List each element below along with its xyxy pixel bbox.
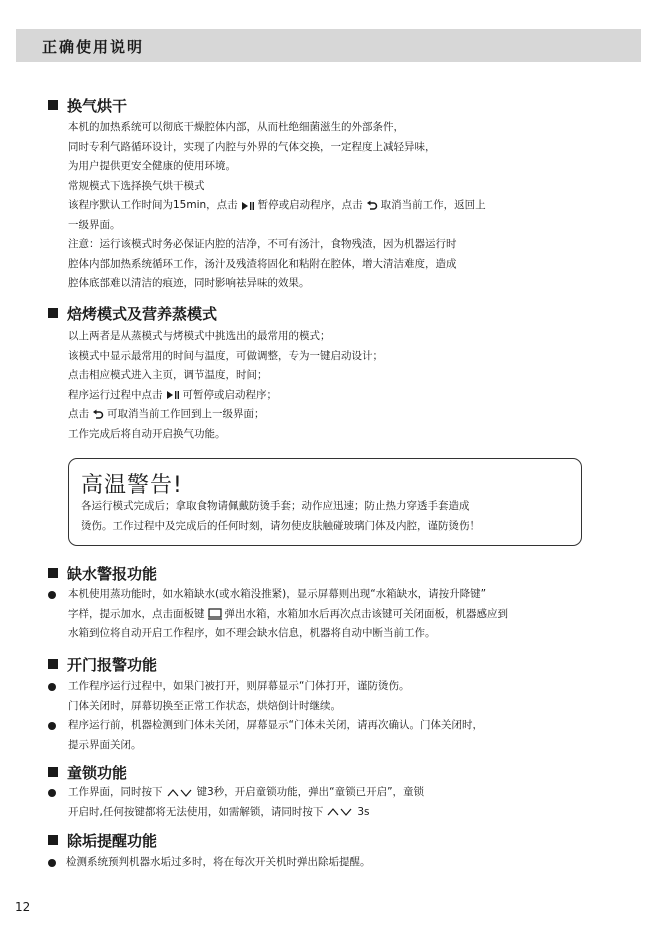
back-arrow-icon [92, 409, 104, 420]
square-bullet-icon [48, 100, 58, 110]
text-line: 腔体底部难以清洁的痕迹，同时影响祛异味的效果。 [68, 277, 310, 289]
section-heading-descale [48, 829, 157, 851]
text-line: 一级界面。 [68, 218, 121, 231]
text-line [68, 783, 628, 803]
play-pause-icon [166, 390, 180, 400]
text-line [68, 405, 628, 425]
high-temperature-warning-box [68, 458, 582, 546]
text-segment: 取消当前工作，返回上 [380, 199, 486, 211]
square-bullet-icon [48, 308, 58, 318]
text-line: 各运行模式完成后；拿取食物请佩戴防烫手套；动作应迅速；防止热力穿透手套造成 [81, 500, 470, 512]
text-line: 点击相应模式进入主页，调节温度，时间； [68, 369, 268, 381]
text-line: 程序运行前，机器检测到门体未关闭，屏幕显示“门体未关闭，请再次确认。门体关闭时， [68, 719, 483, 731]
text-segment: 字样，提示加水，点击面板键 [68, 607, 205, 620]
text-segment: 可取消当前工作回到上一级界面； [107, 408, 265, 420]
warning-title: 高温警告! [81, 473, 183, 498]
text-segment: 可暂停或启动程序； [182, 388, 277, 401]
text-segment: 程序运行过程中点击 [68, 388, 163, 401]
text-line: 以上两者是从蒸模式与烤模式中挑选出的最常用的模式； [68, 330, 331, 342]
section-heading-bake-steam [48, 302, 217, 324]
text-line: 检测系统预判机器水垢过多时，将在每次开关机时弹出除垢提醒。 [66, 856, 371, 868]
text-line [68, 605, 628, 625]
text-line: 本机使用蒸功能时，如水箱缺水(或水箱没推紧)，显示屏幕则出现“水箱缺水，请按升降键” [68, 588, 487, 600]
square-bullet-icon [48, 767, 58, 777]
text-segment: 开启时,任何按键都将无法使用，如需解锁，请同时按下 [68, 805, 324, 818]
round-bullet-icon [48, 859, 56, 867]
text-line: 腔体内部加热系统循环工作，汤汁及残渣将固化和粘附在腔体，增大清洁难度，造成 [68, 257, 457, 270]
text-segment: 键3秒，开启童锁功能，弹出“童锁已开启”，童锁 [196, 786, 425, 798]
square-bullet-icon [48, 659, 58, 669]
warning-text [81, 497, 480, 536]
text-line: 该模式中显示最常用的时间与温度，可做调整，专为一键启动设计； [68, 349, 383, 362]
section-heading-door-alarm [48, 653, 157, 675]
text-line: 工作完成后将自动开启换气功能。 [68, 427, 226, 440]
text-line: 注意：运行该模式时务必保证内腔的洁净，不可有汤汁，食物残渣，因为机器运行时 [68, 238, 457, 250]
round-bullet-icon [48, 722, 56, 730]
text-line: 为用户提供更安全健康的使用环境。 [68, 160, 236, 172]
text-segment: 暂停或启动程序，点击 [257, 199, 363, 211]
section-title: 焙烤模式及营养蒸模式 [67, 304, 218, 323]
section-title: 开门报警功能 [67, 655, 158, 674]
bake-steam-paragraph [68, 327, 628, 444]
section-heading-ventilation [48, 94, 127, 116]
square-bullet-icon [48, 835, 58, 845]
section-title: 缺水警报功能 [67, 564, 158, 583]
up-down-chevron-icon [166, 788, 194, 798]
round-bullet-icon [48, 683, 56, 691]
round-bullet-icon [48, 591, 56, 599]
square-bullet-icon [48, 568, 58, 578]
text-line: 常规模式下选择换气烘干模式 [68, 179, 205, 192]
text-line: 门体关闭时，屏幕切换至正常工作状态，烘焙倒计时继续。 [68, 699, 341, 712]
text-line: 提示界面关闭。 [68, 738, 142, 751]
header-bar [16, 29, 641, 62]
text-line: 本机的加热系统可以彻底干燥腔体内部，从而杜绝细菌滋生的外部条件， [68, 121, 404, 133]
text-line [68, 386, 628, 406]
section-title: 换气烘干 [67, 96, 128, 115]
text-segment: 工作界面，同时按下 [68, 786, 163, 798]
text-line: 同时专利气路循环设计，实现了内腔与外界的气体交换，一定程度上减轻异味， [68, 140, 436, 153]
back-arrow-icon [366, 200, 378, 211]
page-number: 12 [15, 900, 31, 914]
play-pause-icon [241, 201, 255, 211]
round-bullet-icon [48, 789, 56, 797]
section-title: 除垢提醒功能 [67, 831, 158, 850]
text-segment: 3s [357, 805, 370, 818]
ventilation-paragraph [68, 118, 628, 294]
page-title: 正确使用说明 [42, 38, 145, 56]
section-heading-child-lock [48, 761, 127, 783]
section-title: 童锁功能 [67, 763, 128, 782]
text-segment: 点击 [68, 408, 89, 420]
water-tank-key-icon [208, 608, 222, 620]
text-line [68, 196, 628, 216]
text-line [68, 803, 628, 823]
text-segment: 弹出水箱，水箱加水后再次点击该键可关闭面板，机器感应到 [224, 607, 508, 620]
up-down-chevron-icon [326, 807, 354, 817]
section-heading-water-alarm [48, 562, 157, 584]
text-line: 水箱到位将自动开启工作程序，如不理会缺水信息，机器将自动中断当前工作。 [68, 627, 436, 639]
text-line: 工作程序运行过程中，如果门被打开，则屏幕显示“门体打开，谨防烫伤。 [68, 680, 410, 692]
text-line: 烫伤。工作过程中及完成后的任何时刻，请勿使皮肤触碰玻璃门体及内腔，谨防烫伤！ [81, 519, 480, 532]
text-segment: 该程序默认工作时间为15min，点击 [68, 199, 238, 211]
